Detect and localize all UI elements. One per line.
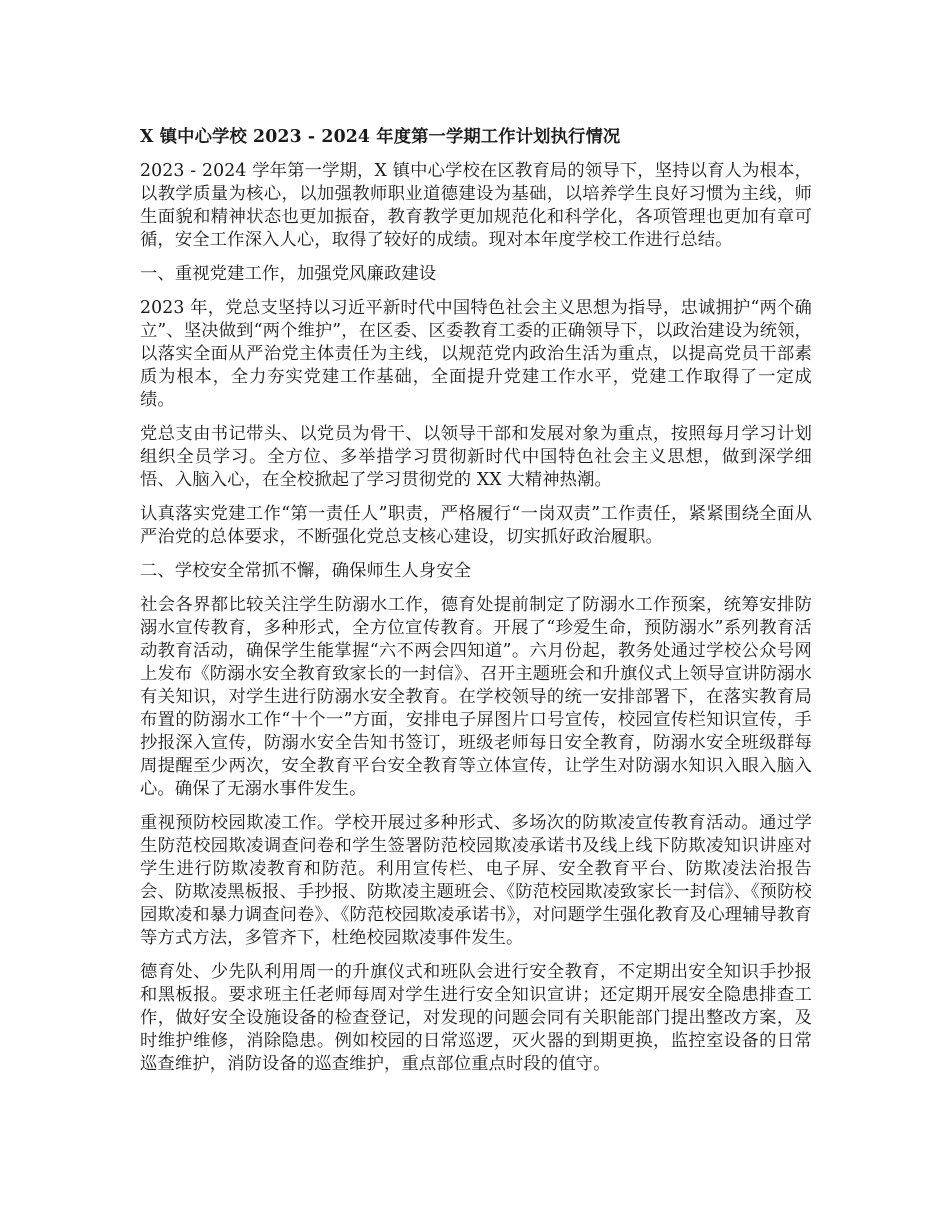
section-2-paragraph-2: 重视预防校园欺凌工作。学校开展过多种形式、多场次的防欺凌宣传教育活动。通过学生防范校园欺凌调查问卷和学生签署防范校园欺凌承诺书及线上线下防欺凌知识讲座对学生进行防欺凌教育和防范。利用宣传栏、电子屏、安全教育平台、防欺凌法治报告会、防欺凌黑板报、手抄报、防欺凌主题班会、《防范校园欺凌致家长一封信》、《预防校园欺凌和暴力调查问卷》、《防范校园欺凌承诺书》，对问题学生强化教育及心理辅导教育等方式方法，多管齐下，杜绝校园欺凌事件发生。 [140,813,812,948]
section-1-paragraph-3: 认真落实党建工作“第一责任人”职责，严格履行“一岗双责”工作责任，紧紧围绕全面从严治党的总体要求，不断强化党总支核心建设，切实抓好政治履职。 [140,504,812,547]
section-1-paragraph-2: 党总支由书记带头、以党员为骨干、以领导干部和发展对象为重点，按照每月学习计划组织全员学习。全方位、多举措学习贯彻新时代中国特色社会主义思想，做到深学细悟、入脑入心，在全校掀起了学习贯彻党的 XX 大精神热潮。 [140,424,812,490]
section-1-paragraph-1: 2023 年，党总支坚持以习近平新时代中国特色社会主义思想为指导，忠诚拥护“两个确立”、坚决做到“两个维护”，在区委、区委教育工委的正确领导下，以政治建设为统领，以落实全面从严治党主体责任为主线，以规范党内政治生活为重点，以提高党员干部素质为根本，全力夯实党建工作基础，全面提升党建工作水平，党建工作取得了一定成绩。 [140,298,812,410]
section-2-heading: 二、学校安全常抓不懈，确保师生人身安全 [140,561,472,581]
intro-paragraph: 2023 - 2024 学年第一学期，X 镇中心学校在区教育局的领导下，坚持以育人为根本，以教学质量为核心，以加强教师职业道德建设为基础，以培养学生良好习惯为主线，师生面貌和精神状态也更加振奋，教育教学更加规范化和科学化，各项管理也更加有章可循，安全工作深入人心，取得了较好的成绩。现对本年度学校工作进行总结。 [140,161,812,250]
document-body [140,126,812,1087]
section-2-paragraph-1: 社会各界都比较关注学生防溺水工作，德育处提前制定了防溺水工作预案，统筹安排防溺水宣传教育，多种形式，全方位宣传教育。开展了“珍爱生命，预防溺水”系列教育活动教育活动，确保学生能掌握“六不两会四知道”。六月份起，教务处通过学校公众号网上发布《防溺水安全教育致家长的一封信》、召开主题班会和升旗仪式上领导宣讲防溺水有关知识，对学生进行防溺水安全教育。在学校领导的统一安排部署下，在落实教育局布置的防溺水工作“十个一”方面，安排电子屏图片口号宣传，校园宣传栏知识宣传，手抄报深入宣传，防溺水安全告知书签订，班级老师每日安全教育，防溺水安全班级群每周提醒至少两次，安全教育平台安全教育等立体宣传，让学生对防溺水知识入眼入脑入心。确保了无溺水事件发生。 [140,595,812,799]
section-1-heading: 一、重视党建工作，加强党风廉政建设 [140,264,437,284]
document-title: X 镇中心学校 2023 - 2024 年度第一学期工作计划执行情况 [140,127,621,147]
section-2-paragraph-3: 德育处、少先队利用周一的升旗仪式和班队会进行安全教育，不定期出安全知识手抄报和黑板报。要求班主任老师每周对学生进行安全知识宣讲；还定期开展安全隐患排查工作，做好安全设施设备的检查登记，对发现的问题会同有关职能部门提出整改方案，及时维护维修，消除隐患。例如校园的日常巡逻，灭火器的到期更换，监控室设备的日常巡查维护，消防设备的巡查维护，重点部位重点时段的值守。 [140,962,812,1074]
